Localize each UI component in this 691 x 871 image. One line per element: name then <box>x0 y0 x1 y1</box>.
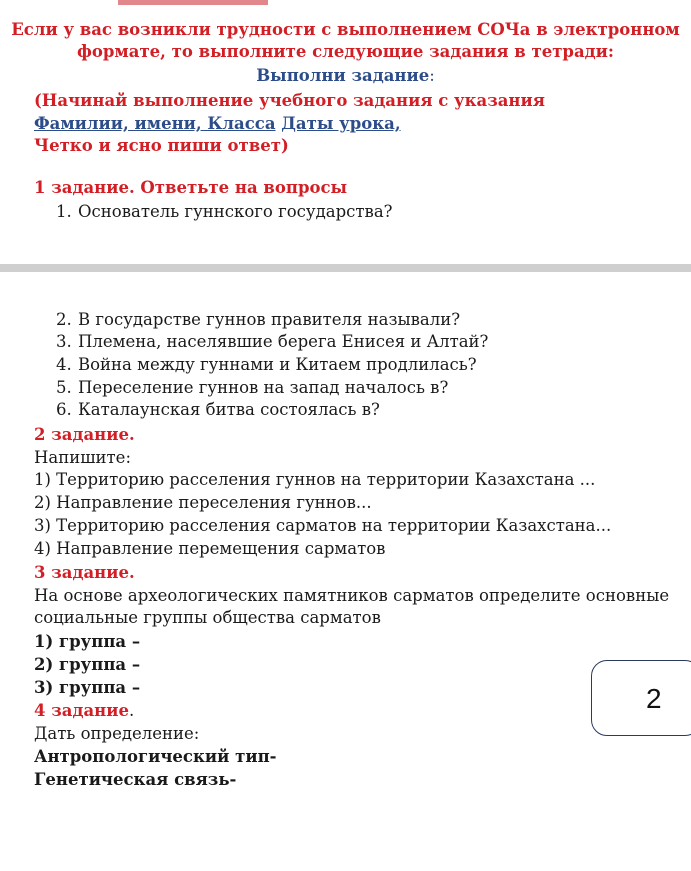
task2-item: 3) Территорию расселения сарматов на территории Казахстана... <box>34 516 612 535</box>
question-item <box>56 354 477 376</box>
task4-title: 4 задание <box>34 701 129 720</box>
question-item <box>56 377 448 399</box>
top-decorative-strip <box>118 0 268 5</box>
question-number: 3. <box>56 332 72 351</box>
task3-title: 3 задание. <box>34 563 135 582</box>
question-item <box>56 399 380 421</box>
question-number: 2. <box>56 310 72 329</box>
task4-term: Антропологический тип- <box>34 747 277 766</box>
question-item <box>56 331 488 353</box>
question-text: Основатель гуннского государства? <box>78 202 393 221</box>
do-task-label: Выполни задание <box>256 66 430 85</box>
task4-title-dot: . <box>128 701 135 720</box>
task4-term: Генетическая связь- <box>34 770 237 789</box>
question-number: 6. <box>56 400 72 419</box>
question-text: Племена, населявшие берега Енисея и Алтай? <box>78 332 489 351</box>
question-text: В государстве гуннов правителя называли? <box>78 310 461 329</box>
task3-group: 3) группа – <box>34 678 141 697</box>
instructions-lesson-date: Даты урока, <box>281 113 401 133</box>
question-text: Война между гуннами и Китаем продлилась? <box>78 355 477 374</box>
task3-group: 1) группа – <box>34 632 141 651</box>
task1-title: 1 задание. Ответьте на вопросы <box>34 178 348 197</box>
task3-text-line-2: социальные группы общества сарматов <box>34 608 381 627</box>
instructions-name-class: Фамилии, имени, Класса <box>34 113 276 133</box>
notice-heading <box>0 19 691 63</box>
do-task-heading <box>0 65 691 87</box>
task3-group: 2) группа – <box>34 655 141 674</box>
page-divider <box>0 264 691 272</box>
question-number: 1. <box>56 202 72 221</box>
instructions-line-3: Четко и ясно пиши ответ) <box>34 136 289 155</box>
question-number: 4. <box>56 355 72 374</box>
task4-intro: Дать определение: <box>34 724 200 743</box>
page-number-value: 2 <box>646 683 662 714</box>
page-number-badge <box>591 660 691 736</box>
task4-title-row <box>34 700 134 722</box>
do-task-colon: : <box>429 66 435 85</box>
notice-line-2: формате, то выполните следующие задания в тетради: <box>77 42 614 61</box>
task2-item: 4) Направление перемещения сарматов <box>34 539 386 558</box>
task2-intro: Напишите: <box>34 448 132 467</box>
task2-item: 2) Направление переселения гуннов... <box>34 493 372 512</box>
notice-line-1: Если у вас возникли трудности с выполнением СОЧа в электронном <box>11 20 680 39</box>
instructions-line-2 <box>34 113 545 136</box>
task2-item: 1) Территорию расселения гуннов на территории Казахстана ... <box>34 470 596 489</box>
instructions-line-1: (Начинай выполнение учебного задания с указания <box>34 91 545 110</box>
instructions <box>34 90 545 158</box>
question-item <box>56 309 460 331</box>
question-text: Переселение гуннов на запад началось в? <box>78 378 449 397</box>
task3-text-line-1: На основе археологических памятников сарматов определите основные <box>34 586 670 605</box>
question-item <box>56 201 393 223</box>
question-text: Каталаунская битва состоялась в? <box>78 400 380 419</box>
question-number: 5. <box>56 378 72 397</box>
task2-title: 2 задание. <box>34 425 135 444</box>
